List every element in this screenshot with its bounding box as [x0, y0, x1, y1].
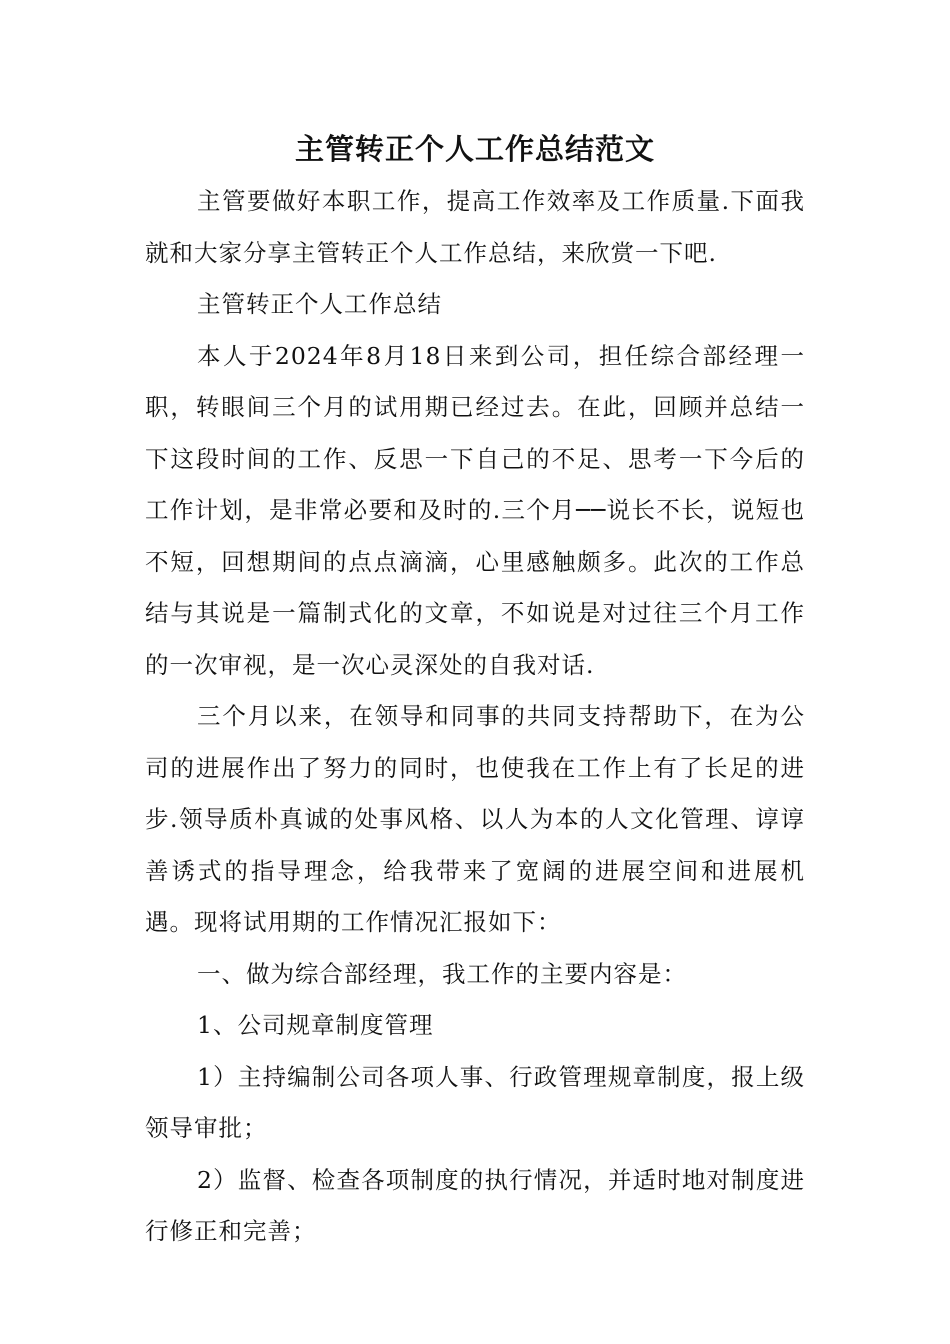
section-heading: 主管转正个人工作总结	[197, 290, 442, 318]
document-body	[145, 176, 805, 1258]
intro-paragraph: 主管要做好本职工作，提高工作效率及工作质量.下面我就和大家分享主管转正个人工作总结，来欣赏一下吧.	[145, 187, 805, 267]
body-paragraph: 本人于2024年8月18日来到公司，担任综合部经理一职，转眼间三个月的试用期已经过去。在此，回顾并总结一下这段时间的工作、反思一下自己的不足、思考一下今后的工作计划，是非常必要和及时的.三个月──说长不长，说短也不短，回想期间的点点滴滴，心里感触颇多。此次的工作总结与其说是一篇制式化的文章，不如说是对过往三个月工作的一次审视，是一次心灵深处的自我对话.	[145, 341, 805, 679]
document-title: 主管转正个人工作总结范文	[294, 132, 655, 166]
list-subheading: 1、公司规章制度管理	[197, 1011, 434, 1039]
list-heading: 一、做为综合部经理，我工作的主要内容是：	[197, 959, 687, 988]
list-item: 2）监督、检查各项制度的执行情况，并适时地对制度进行修正和完善；	[145, 1165, 805, 1245]
body-paragraph: 三个月以来，在领导和同事的共同支持帮助下，在为公司的进展作出了努力的同时，也使我在工作上有了长足的进步.领导质朴真诚的处事风格、以人为本的人文化管理、谆谆善诱式的指导理念，给我带来了宽阔的进展空间和进展机遇。现将试用期的工作情况汇报如下：	[145, 702, 805, 936]
list-item: 1）主持编制公司各项人事、行政管理规章制度，报上级领导审批；	[145, 1062, 805, 1142]
